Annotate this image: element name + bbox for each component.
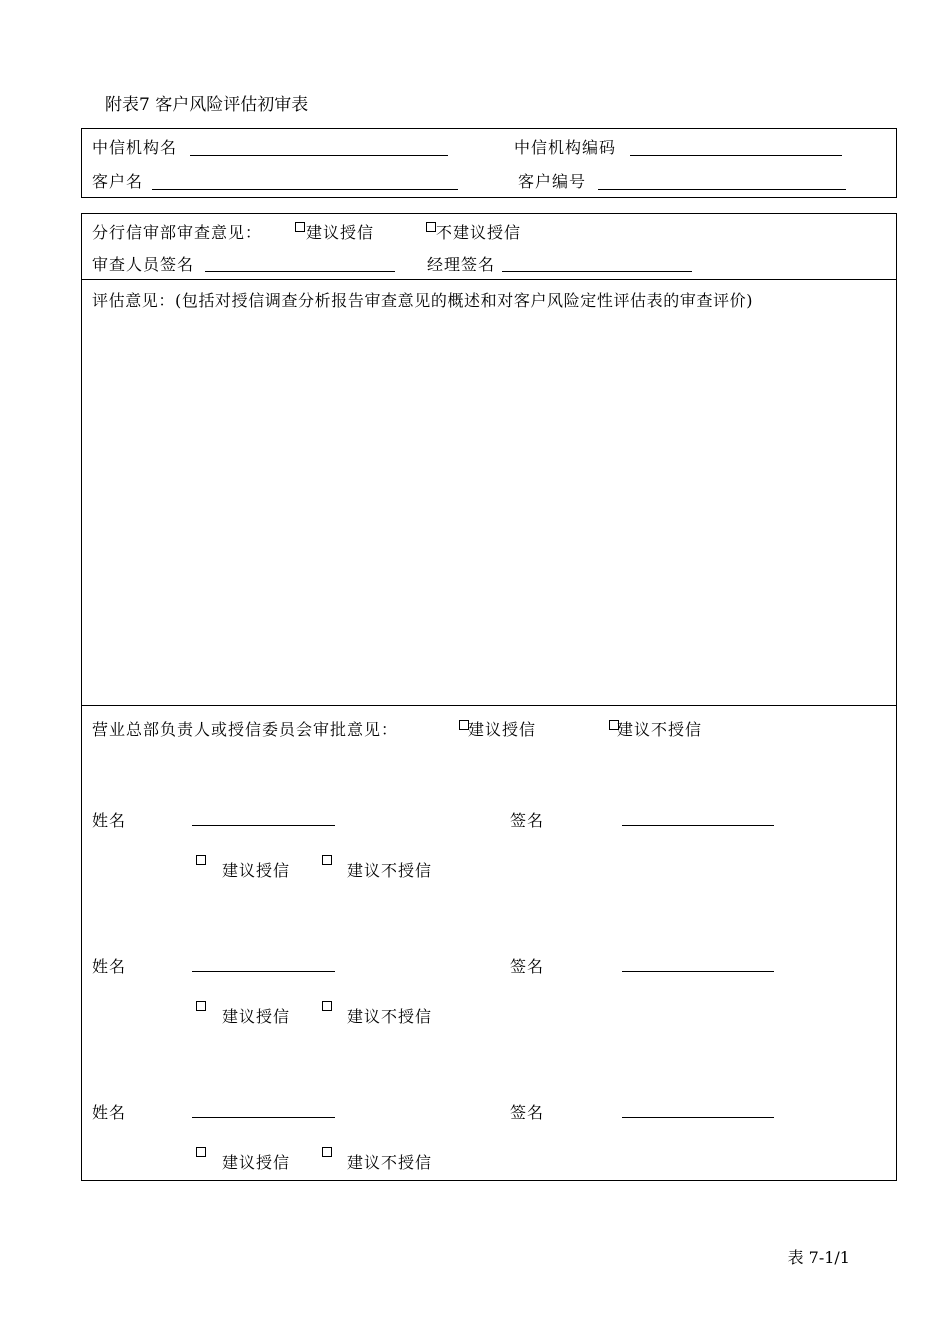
manager-sign-field[interactable] — [502, 271, 692, 272]
manager-sign-label: 经理签名 — [427, 255, 496, 274]
approver-sign-label: 签名 — [510, 1103, 545, 1122]
customer-number-field[interactable] — [598, 189, 846, 190]
approver-name-label: 姓名 — [92, 1103, 127, 1122]
reviewer-sign-field[interactable] — [205, 271, 395, 272]
hq-option-not-recommend-label: 建议不授信 — [617, 720, 703, 739]
branch-opinion-label: 分行信审部审查意见： — [92, 223, 263, 242]
header-box — [81, 128, 897, 198]
checkbox-approver-recommend[interactable] — [196, 1001, 206, 1011]
checkbox-approver-not-recommend[interactable] — [322, 1001, 332, 1011]
approver-name-field[interactable] — [192, 825, 335, 826]
customer-number-label: 客户编号 — [518, 172, 587, 191]
approver-name-label: 姓名 — [92, 957, 127, 976]
approver-sign-label: 签名 — [510, 957, 545, 976]
assessment-text-area[interactable] — [90, 315, 888, 695]
approver-sign-label: 签名 — [510, 811, 545, 830]
option-not-recommend-label: 不建议授信 — [436, 223, 522, 242]
customer-name-label: 客户名 — [92, 172, 144, 191]
institution-code-label: 中信机构编码 — [514, 138, 617, 157]
checkbox-approver-recommend[interactable] — [196, 855, 206, 865]
approver-not-recommend-label: 建议不授信 — [347, 861, 433, 880]
institution-code-field[interactable] — [630, 155, 842, 156]
approver-name-field[interactable] — [192, 1117, 335, 1118]
checkbox-not-recommend[interactable] — [426, 222, 436, 232]
checkbox-approver-not-recommend[interactable] — [322, 855, 332, 865]
customer-name-field[interactable] — [152, 189, 458, 190]
divider — [81, 279, 897, 280]
checkbox-approver-not-recommend[interactable] — [322, 1147, 332, 1157]
reviewer-sign-label: 审查人员签名 — [92, 255, 195, 274]
document-title: 附表7 客户风险评估初审表 — [105, 95, 309, 115]
approver-sign-field[interactable] — [622, 825, 774, 826]
approver-name-label: 姓名 — [92, 811, 127, 830]
approver-sign-field[interactable] — [622, 971, 774, 972]
assessment-label: 评估意见：(包括对授信调查分析报告审查意见的概述和对客户风险定性评估表的审查评价) — [92, 291, 754, 310]
hq-option-recommend-label: 建议授信 — [468, 720, 537, 739]
hq-opinion-label: 营业总部负责人或授信委员会审批意见： — [92, 720, 399, 739]
approver-recommend-label: 建议授信 — [222, 1007, 291, 1026]
page-number: 表 7-1/1 — [787, 1248, 850, 1267]
institution-name-label: 中信机构名 — [92, 138, 178, 157]
approver-sign-field[interactable] — [622, 1117, 774, 1118]
option-recommend-label: 建议授信 — [306, 223, 375, 242]
checkbox-approver-recommend[interactable] — [196, 1147, 206, 1157]
checkbox-recommend[interactable] — [295, 222, 305, 232]
approver-not-recommend-label: 建议不授信 — [347, 1153, 433, 1172]
approver-name-field[interactable] — [192, 971, 335, 972]
approver-recommend-label: 建议授信 — [222, 1153, 291, 1172]
divider — [81, 705, 897, 706]
approver-recommend-label: 建议授信 — [222, 861, 291, 880]
institution-name-field[interactable] — [190, 155, 448, 156]
approver-not-recommend-label: 建议不授信 — [347, 1007, 433, 1026]
